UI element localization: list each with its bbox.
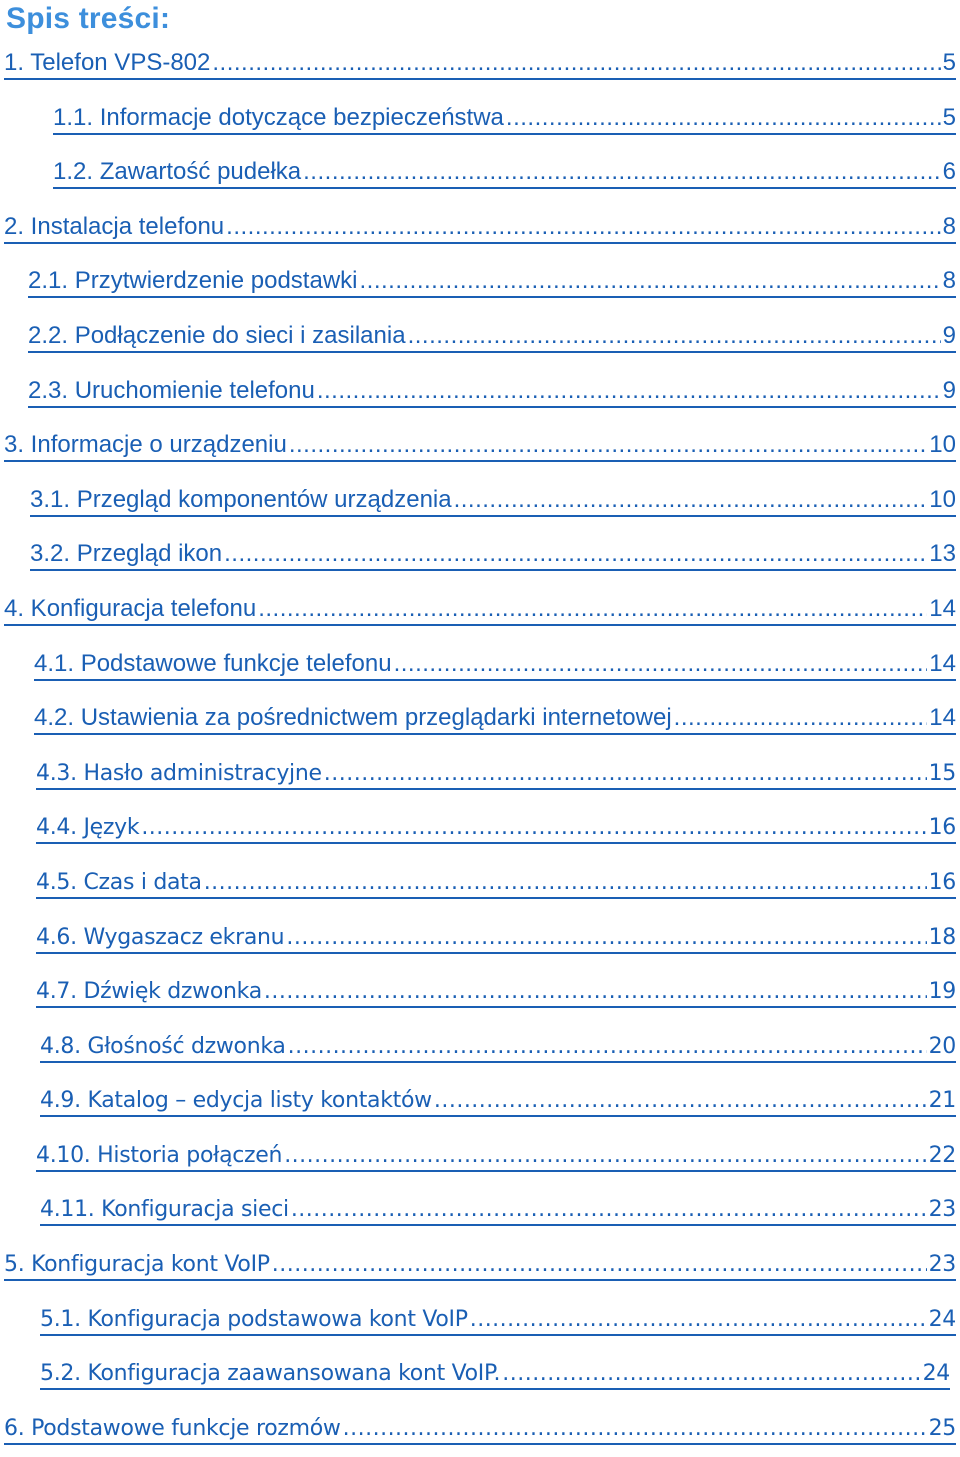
toc-leader-dots [394,652,928,679]
toc-link[interactable] [4,584,956,626]
toc-link[interactable] [28,311,956,353]
toc-link[interactable] [4,420,956,462]
toc-link[interactable] [36,966,956,1008]
toc-entry-page: 23 [928,1197,956,1223]
toc-entry-label: 3.2. Przegląd ikon [30,540,223,568]
toc-link[interactable] [4,202,956,244]
toc-entry-label: 5.1. Konfiguracja podstawowa kont VoIP [40,1306,468,1332]
toc-entry-page: 25 [928,1415,956,1441]
toc-entry-label: 3.1. Przegląd komponentów urządzenia [30,485,452,513]
toc-leader-dots [264,981,927,1006]
toc-entry-label: 4.11. Konfiguracja sieci [40,1197,289,1223]
toc-leader-dots [212,51,940,78]
toc-leader-dots [470,1309,927,1334]
toc-leader-dots [434,1090,927,1115]
toc-leader-dots [303,160,941,187]
toc-leader-dots [317,379,941,406]
toc-entry [0,1348,960,1403]
toc-entry-page: 15 [928,760,956,786]
toc-link[interactable] [40,1348,950,1390]
toc-link[interactable] [34,639,956,681]
toc-entry [0,584,960,639]
toc-entry [0,639,960,694]
toc-leader-dots [258,597,927,624]
toc-entry [0,366,960,421]
toc-entry-label: 3. Informacje o urządzeniu [4,431,287,459]
toc-link[interactable] [36,857,956,899]
toc-entry-label: 6. Podstawowe funkcje rozmów [4,1415,341,1441]
toc-entry [0,912,960,967]
toc-entry-label: 2.3. Uruchomienie telefonu [28,376,315,404]
toc-entry-page: 8 [942,212,956,240]
toc-entry-label: 5.2. Konfiguracja zaawansowana kont VoIP. [40,1361,501,1387]
toc-entry-page: 5 [942,49,956,76]
toc-entry [0,1239,960,1294]
toc-leader-dots [506,106,941,133]
toc-entry-label: 4.3. Hasło administracyjne [36,760,322,786]
toc-entry [0,256,960,311]
toc-entry-label: 2.1. Przytwierdzenie podstawki [28,267,358,295]
toc-entry-label: 4.4. Język [36,815,140,841]
toc-entry-label: 4.7. Dźwięk dzwonka [36,979,262,1005]
toc-entry-page: 6 [942,158,956,186]
toc-entry-label: 2. Instalacja telefonu [4,212,225,240]
toc-entry [0,202,960,257]
toc-entry-page: 9 [942,321,956,349]
toc-link[interactable] [40,1184,956,1226]
toc-entry-label: 1.1. Informacje dotyczące bezpieczeństwa [53,103,504,131]
toc-entry [0,693,960,748]
toc-entry-page: 10 [929,485,956,513]
toc-entry [0,1075,960,1130]
toc-entry [0,748,960,803]
toc-entry-label: 1.2. Zawartość pudełka [53,158,302,186]
toc-entry-label: 4.8. Głośność dzwonka [40,1033,286,1059]
toc-entry-page: 18 [928,924,956,950]
toc-link[interactable] [36,912,956,954]
toc-entry-label: 4.6. Wygaszacz ekranu [36,924,285,950]
toc-list [0,38,960,1457]
toc-leader-dots [226,215,940,242]
toc-entry-page: 14 [929,649,956,677]
toc-entry-page: 24 [922,1361,950,1387]
toc-entry [0,1184,960,1239]
toc-entry-page: 23 [928,1252,956,1278]
toc-entry-page: 8 [942,267,956,295]
toc-title: Spis treści: [6,2,171,35]
toc-entry-page: 14 [929,704,956,732]
toc-entry-label: 2.2. Podłączenie do sieci i zasilania [28,321,406,349]
toc-leader-dots [286,927,926,952]
toc-leader-dots [674,706,928,733]
toc-link[interactable] [40,1075,956,1117]
toc-leader-dots [141,817,926,842]
toc-entry-label: 4.5. Czas i data [36,869,202,895]
toc-entry-page: 5 [942,103,956,131]
toc-entry-page: 16 [928,869,956,895]
toc-entry-page: 9 [942,376,956,404]
toc-entry [0,93,960,148]
toc-leader-dots [284,1145,926,1170]
toc-leader-dots [359,269,940,296]
toc-entry-label: 1. Telefon VPS-802 [4,49,211,76]
toc-leader-dots [291,1199,927,1224]
toc-entry [0,1130,960,1185]
toc-link[interactable] [28,256,956,298]
toc-entry-page: 20 [928,1033,956,1059]
toc-link[interactable] [40,1021,956,1063]
toc-entry-page: 24 [928,1306,956,1332]
toc-leader-dots [408,324,941,351]
toc-entry-label: 4.1. Podstawowe funkcje telefonu [34,649,392,677]
toc-leader-dots [272,1254,927,1279]
toc-leader-dots [289,433,927,460]
toc-link[interactable] [30,529,956,571]
toc-entry-page: 21 [928,1088,956,1114]
toc-entry-label: 5. Konfiguracja kont VoIP [4,1252,270,1278]
toc-link[interactable] [28,366,956,408]
toc-leader-dots [224,542,927,569]
toc-entry-page: 19 [928,979,956,1005]
toc-leader-dots [454,488,928,515]
toc-entry [0,475,960,530]
toc-entry [0,1021,960,1076]
toc-entry-page: 16 [928,815,956,841]
toc-link[interactable] [36,802,956,844]
toc-entry-label: 4.2. Ustawienia za pośrednictwem przeglądarki internetowej [34,704,672,732]
toc-entry [0,420,960,475]
toc-entry-label: 4. Konfiguracja telefonu [4,594,257,622]
toc-entry-page: 13 [929,540,956,568]
toc-entry [0,147,960,202]
toc-entry [0,966,960,1021]
toc-entry [0,802,960,857]
toc-leader-dots [324,763,927,788]
toc-entry-page: 22 [928,1142,956,1168]
toc-link[interactable] [36,1130,956,1172]
toc-link[interactable] [4,1403,956,1445]
toc-entry [0,1294,960,1349]
toc-entry [0,311,960,366]
toc-link[interactable] [40,1294,956,1336]
toc-leader-dots [288,1036,927,1061]
toc-link[interactable] [36,748,956,790]
toc-link[interactable] [34,693,956,735]
toc-entry-label: 4.10. Historia połączeń [36,1142,283,1168]
toc-entry-label: 4.9. Katalog – edycja listy kontaktów [40,1088,432,1114]
toc-link[interactable] [53,147,956,189]
toc-entry [0,38,960,93]
toc-entry-page: 10 [929,431,956,459]
toc-leader-dots [502,1363,920,1388]
toc-leader-dots [343,1418,927,1443]
toc-link[interactable] [30,475,956,517]
toc-entry [0,529,960,584]
toc-link[interactable] [4,38,956,80]
toc-link[interactable] [53,93,956,135]
toc-link[interactable] [4,1239,956,1281]
toc-entry [0,857,960,912]
toc-entry-page: 14 [929,594,956,622]
toc-leader-dots [204,872,927,897]
toc-entry [0,1403,960,1457]
